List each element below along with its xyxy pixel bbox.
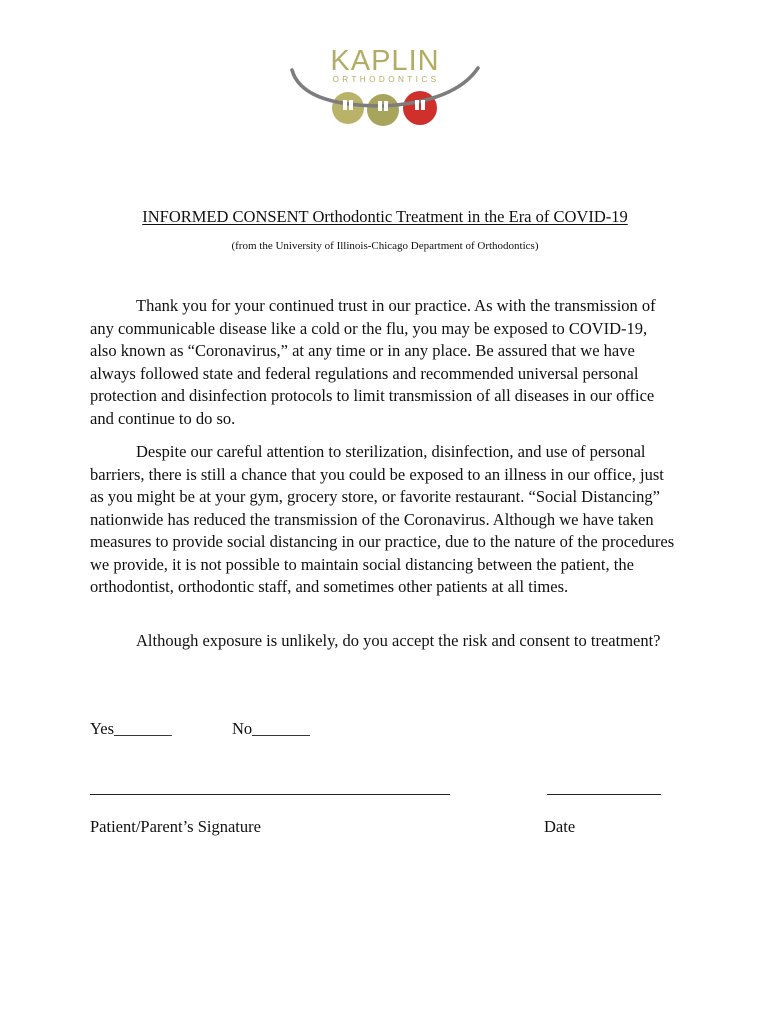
paragraph-risk: Despite our careful attention to sterilization, disinfection, and use of personal barriers, there is still a chance that you could be exposed to an illness in our office, just as you might be at your gym, grocery store, or favorite restaurant. “Social Distancing” nationwide has reduced the transmission of the Coronavirus. Although we have taken measures to provide social distancing in our practice, due to the nature of the procedures we provide, it is not possible to maintain social distancing between the patient, the orthodontist, orthodontic staff, and sometimes other patients at all times. [90,442,675,596]
bracket-ball-left [332,92,364,124]
date-line[interactable] [547,794,661,795]
document-title: INFORMED CONSENT Orthodontic Treatment in the Era of COVID-19 [142,207,628,226]
signature-line[interactable] [90,794,450,795]
paragraph-trust: Thank you for your continued trust in our practice. As with the transmission of any communicable disease like a cold or the flu, you may be exposed to COVID-19, also known as “Coronavirus,” at any time or in any place. Be assured that we have always followed state and federal regulations and recommended universal personal protection and disinfection protocols to limit transmission of all diseases in our office and continue to do so. [90,296,656,428]
kaplin-orthodontics-logo [280,40,490,130]
no-answer-field[interactable]: No_______ [232,719,310,738]
logo-tagline: ORTHODONTICS [332,75,440,84]
logo-name: KAPLIN [330,45,440,77]
paragraph-consent-question: Although exposure is unlikely, do you accept the risk and consent to treatment? [136,631,661,650]
document-subtitle: (from the University of Illinois-Chicago Department of Orthodontics) [231,240,539,252]
yes-answer-field[interactable]: Yes_______ [90,719,172,738]
date-label: Date [544,817,576,836]
signature-label: Patient/Parent’s Signature [90,817,261,836]
bracket-ball-middle [367,94,399,126]
bracket-ball-right [403,91,437,125]
